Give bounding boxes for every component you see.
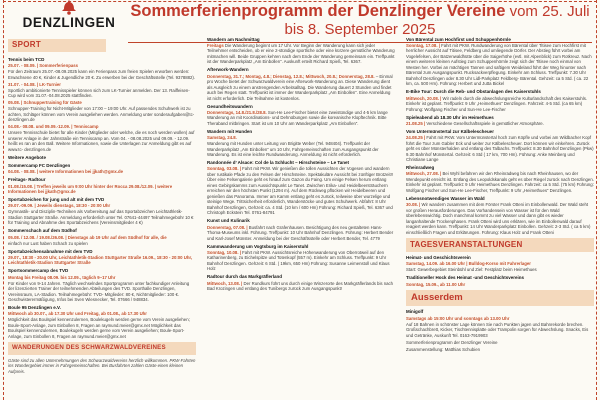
logo-wordmark: DENZLINGEN [22,15,116,30]
entry-heading: Minigolf [406,309,424,315]
page-header [10,0,592,38]
entry-date: Samstag, 14.09. ab 16.00 Uhr | Bulldog-Korso mit Fahrerlager [406,261,531,267]
entry-date: 29.07., 18:30 - 20.00 Uhr, Leichtathletik-Stadion Stuttgarter Straße 16.09., 18:30 - 20:00 Uhr, Leichtathletik-Stadion Stuttgarter Straße [8,254,193,266]
entry-note: Gäste sind zu allen Unternehmungen des Schwarzwaldvereins herzlich willkommen. PKW-Fahrten ins Wandergebiet immer in Fahrgemeinschaften. Bei Busfahrten zahlen Gäste einen kleinen Aufpreis. [8,357,196,374]
entry-date: 05.08. | Schnuppertraining für Gäste [8,100,82,106]
entry-date-lead: Donnerstag, 07.08. | [207,224,248,230]
entry-heading: Kunst und Kulinarik [207,218,250,224]
entry-body: Sonntag, 03.08. | Fahrt mit PKW. Wir genießen die tollen Aussichten der Vogesen und wandern über rustikale Pfade zu den Felsen der Hirschsteine. Spektakuläre Aussicht bei zünftiger Brotzeit!! Über eine Felsengalerie geht es hinauf zum Gazon du Faing. Um einige Felsen herum entlang eines Gebirgskamms zum Aussichtspunkt Le Tanet. Zwischen Erika- und Heidelbeersträuchern erreichen wir den höchsten Punkt (1294 m). Auf dem Rückweg pflücken wir Heidelbeeren und genießen das Panorama. Immer am Kamm entlang geht es zurück, teilweise über wurzelige und steinige Wege. Trittsicherheit erforderlich, Wanderstöcke und gutes Schuhwerk. Abfahrt: 8 Uhr Bahnhof Denzlingen, Gehzeit: ca. 4 Std. (10 km / 600 Hm) Führung: Richard Spieß, Tel. 6367 und Christoph Eckstein Tel. 0761-84791 [207,166,394,216]
entry-date: 04.08. - 08.08. | weitere Informationen bei jjkath@gmx.de [8,169,124,175]
entry-body: Gymnastik- und Disziplin-Techniken als Vorbereitung auf das Sportabzeichen Leichtathletik-Stadion Stuttgarter Straße. Anmeldung erforderlich unter Tel. 07641-44497 Teilnahmegebühr 10 € für Training und Abnahme des Sportabzeichens (Vereinsmitglieder 4 €) [8,209,194,226]
section-tagesveranstaltungen: TAGESVERANSTALTUNGEN [406,238,594,252]
entry-date: 29.07.-09.09. | Jeweils dienstags, 18:30 - 20:00 Uhr [8,203,111,209]
entry-heading: Von Bärental zum Hochfirst und Schuppenhörnle [406,36,511,42]
page-title: Sommerferienprogramm der Denzlinger Vereine [130,2,506,20]
entry-body: Wanderung mit Hunden unter Leitung von Brigitte Weber (Tel. 948404). Treffpunkt der Wanderparkplatz „Am Einbollen“ um 10 Uhr, Fahrgemeinschaften zum Ausgangspunkt der Wanderung. Es ist eine leichte Rundwanderung. Anmeldung ist nicht erforderlich. [207,141,379,157]
entry-date-lead: Mittwoch, 27.08. | [406,171,442,177]
entry-date-lead: Donnerstags, 14.8./21.8./28.8. [207,109,267,115]
entry-date-lead: Mittwoch, 13.08. | [207,280,243,286]
entry-date-lead: 21.08.25 | [406,120,426,126]
entry-body: Zusammenstellung: Matthias Schubien [406,346,481,352]
entry-date: Montag bis Freitag 08.09. bis 12.09., täglich 9–17 Uhr [8,274,116,280]
entry-body: 21.08.25 | Verschiedene Gesellschaftsspiele in gemütlicher Atmosphäre. [406,120,544,126]
entry-body: Schnupper-Training für Nicht-Mitglieder von 17:00 – 19:00 Uhr. Auf passendes Schuhwerk ist zu achten, Schläger können vom Verein ausgeliehen werden. Anmeldung unter sonderaufgaben@tc-denzlingen.de [8,106,195,123]
entry-heading: Kammwanderung um Vogtsburg im Kaiserstuhl [207,243,309,249]
entry-heading: Vom Untermünstertal zur Kälbelescheuer [406,128,494,134]
entry-date-lead: Sonntag, 03.08. | [207,166,241,172]
entry-heading: Rheinradweg [406,165,435,170]
entry-heading: Sportabzeichen für jung und alt mit dem TVD [8,197,105,203]
entry-body: Unsere Tennisschule bietet für alle Kinder (Mitglieder oder welche, die es noch werden wollen) auf unserer Anlage in der Jahnstraße ein Tenniscamp an. Vom 04. - 08.08.2025 und 09.09. - 12.09. heißt es ran an den Ball. Weitere Informationen, sowie die Unterlagen zur Anmeldung gibt es auf www.tc- denzlingen.de [8,130,195,152]
entry-body: Sommerferienprogramm der Denzlinger Vereine [406,339,498,345]
cut-mark-left [3,0,4,400]
entry-date: 01.08./15.08. | Treffen jeweils um 9:00 Uhr hinter der Rocca 29.08./12.09. | weitere Informationen bei jjkath@gmx.de [8,183,173,195]
entry-date: Sonntag, 15.09., ab 11.00 Uhr [406,281,466,287]
denzlingen-logo [14,0,124,30]
section-ausserdem: Ausserdem [406,290,594,306]
entry-date-lead: Freitags [207,42,224,48]
column-middle [207,34,395,398]
entry-date: 31.07. - 04.08. | LK-Turnier [8,81,61,87]
entry-heading: Sportabzeichensabnahme mit dem TVD [8,248,93,254]
entry-heading: Radtour durch das Markgräflerland [207,274,283,280]
entry-heading: Sportsommercamp des TVD [8,268,69,274]
entry-body: Sonntag, 10.08. | Fahrt mit PKW. Aussichtsreiche Höhenwanderung von Oberrotweil auf den Katharinenberg, zu Eichelspitze und Totenkopf (557 m). Einkehr am Schluss. Treffpunkt: 9 Uhr Bahnhof Denzlingen. Gehzeit: 6 Std. ( 19km, 650 Hm) Führung: Susanne Leimenstoll und Klaus Holz [207,249,390,272]
entry-date-lead: Mittwoch, 20.08. | [406,95,442,101]
entry-body: Freitags Die Wanderung beginnt um 17 Uhr. Vor Beginn der Wanderung kann sich jeder Teilnehmer entscheiden, ob er eine 2-stündige sportliche oder eine kürzere gemütliche Wanderung mitmachen will. Beide Gruppen kehren nach dem Ende der Wanderung gemeinsam ein. Treffpunkt ist der Wanderparkplatz „Am Einbollen“. Auskunft erteilt Richard Spieß, Tel. 6367. [207,42,395,65]
entry-date: Samstags ab 15:00 Uhr und sonntags ab 13.00 Uhr [406,315,510,321]
entry-heading: Boule 95 Denzlingen e.V. [8,305,61,311]
entry-heading: Lebensnotwendiges Wasser im Wald [406,195,485,201]
entry-heading: Sommerschach auf dem Südhof [8,228,77,234]
entry-body: Für Kinder von 9-14 Jahren. Täglich wechselndes Sportprogramm unter fachkundiger Anleitung der lizenzierten Trainer der teilnehmenden Abteilungen des TVD. Sporthalle Denzlingen, Vereinsraum, LA-Stadion. Teilnahmegebühr: TVD- Mitglieder: 80 €, Nichtmitglieder: 100 €. Geschwisterermäßigung, Infos bei Sven Wiesnecker, Tel. 07666 / 948834. [8,280,190,303]
entry-body: Sonntag, 17.08. | Fahrt mit PKW. Rundwanderung von Bärental über Titisee zum Hochfirst mit herrlicher Aussicht auf Titisee, Feldberg und umliegende Dörfer. Der Abstieg führt vorbei am Vogelefelsen, der Batzenwaldhütte über die Saigerhöhe (evtl. mit Alpenblick) zum Rotkreuz. Nach einem weiteren kleinen Aufstieg zum Schuppenhörnle zeigt sich der Titisee noch einmal von Westen her. Vorbei an mächtigen Tannen und saftigem Weideland führt der Weg hinunter nach Bärental zum Ausgangspunkt. Rucksackverpflegung. Einkehr am Schluss. Treffpunkt: 7.30 Uhr Bahnhof Denzlingen oder 8.30 Uhr Lidl-Parkplatz Feldberg- Bärental. Gehzeit: ca 5 Std. ( ca. 22 km, ca. 500 Hm). Führung: Herbert und Jutta Bickel [406,42,592,87]
entry-heading: Freitags- Radtour [8,177,46,183]
entry-body: Start: Gewerbegebiet Steinbühl und Ziel: Festplatz beim Heimethues [406,267,537,273]
entry-heading: Randonnée d’ Alsace: Col de la Schlucht – Hirschsteine – Le Tanet [207,160,350,165]
entry-body: Auf 18 Bahnen in schönster Lage können Sie nach Punkten jagen und Bahnrekorde brechen. Großschachbrett, Kicker, Tischtennisplatte oder Trampolin sorgen für Abwechslung. Snacks, Eis und Getränke, Auskunft Tel. 0163-7919903 [406,321,589,338]
entry-date-lead: Sonntag, 17.08. | [406,42,440,48]
entry-heading: Traditioneller Hock des Heimat -und Geschichtsvereins [406,275,525,281]
entry-heading: Afterwork-Wandern [207,67,249,73]
entry-body: Mittwoch, 27.08. | Bei Wyhl befahren wir den Rheinradweg bis nach Rheinhausen, wo der Wendepunkt erreicht ist. Entlang des Leopoldskanals geht es über Riegel zurück nach Denzlingen. Einkehr ist geplant. Treffpunkt: 9 Uhr Heimethues Denzlingen. Fahrzeit: ca 5 Std. (75 km) Führung: Wolfgang Fischer und Sun-He Lee-Fischer, Treffpunkt: 9 Uhr „Heimethues“ Denzlingen. [406,171,594,193]
entry-body: Donnerstag, 31.7.; Montag, 4.8.; Dienstag, 12.8.; Mittwoch, 20.8.; Donnerstag, 28.8. – Einmal pro Woche bietet der Schwarzwaldverein eine Afterwork-Wanderung an. Diese Wanderung dient als Ausgleich zu einem anstrengenden Arbeitsalltag. Die Wanderung dauert 2 Stunden und findet auch bei Regen statt. Treffpunkt ist immer der Wanderparkplatz „Am Einbollen“. Eine Anmeldung ist nicht erforderlich. Die Teilnahme ist kostenlos. [207,73,393,101]
entry-date-lead: Sonntag, 10.08. | [207,249,241,255]
entry-body: Mittwoch, 20.08. | Wir radeln durch die abwechslungsreiche Kulturlandschaft des Kaiserstuhls. Einkehr ist geplant. Treffpunkt: 9 Uhr „Heimethues“ Denzlingen. Fahrzeit: 4-5 Std. (ca 65 km) Führung: Wolfgang Fischer und Sun-He Lee-Fischer [406,95,588,112]
entry-heading: Gesundheitswandern [207,103,253,109]
article-columns [8,34,594,398]
entry-body: Sportlich ambitionierte Tennisspieler können sich zum LK-Turnier anmelden. Der 13. Raiffeisen-Cup wird vom 31.07.-04.08.2025 stattfinden. [8,87,190,99]
entry-date: Mittwoch ab 30.07., ab 17.30 Uhr und Freitag, ab 01.08., ab 17.30 Uhr [8,311,147,317]
entry-heading: Sommercamp FC Denzlingen [8,163,71,169]
entry-date: 04.08.- 08.08. und 09.09.-12.09. | Tenniscamp [8,124,99,130]
entry-body: Donnerstags, 14.8./21.8./28.8. Sun-He Lee-Fischer bietet eine zweistündige und 4-5 km lange Wanderung an mit Koordinations- und Dehnübungen sowie die koreanische Klopftechnik. Bitte Theraband mitbringen. Start ist um 10 Uhr am Wanderparkplatz „Am Einbollen“. [207,109,388,126]
entry-date-lead: 24.08.25 | [406,135,426,140]
page-date-range: vom 25. Juli bis 8. September 2025 [284,3,590,38]
entry-heading: Heimat- und Geschichtsverein [406,255,471,261]
section-sport: SPORT [8,39,106,52]
section-wanderungen: WANDERUNGEN DES SCHWARZWALDVEREINES [8,342,196,354]
column-left [8,34,196,398]
entry-heading: Wandern mit Hunden [207,128,253,134]
entry-heading: Tennis beim TCD [8,57,45,63]
entry-date-lead: Donnerstag, 31.7.; Montag, 4.8.; Dienstag, 12.8.; Mittwoch, 20.8.; Donnerstag, 28.8. [207,73,375,79]
entry-body: 24.08.25 | Fahrt mit PKW. Vom Untermünstertal hoch zum Köpfle und vorbei am Wildbacher Kopf führt die Tour zum Gabler Eck und weiter zur Kälbelescheuer. Dort können wir einkehren. Zurück geht es über Münsterhalden und entlang des Talbachs. Treffpunkt: 8.30 Bahnhof Denzlingen (Pkw) 9.30 Bahnhof Münstertal. Gehzeit: 6 Std ( 17 km, 700 Hm). Führung: Anke Meinberg und Christiane Lange [406,135,594,162]
entry-body: Mittwoch, 13.08. | Der Rundkurs führt uns durch einige Winzerorte des Markgräflerlands bis nach Bad Krozingen und entlang des Tunibergs zurück zum Ausgangspunkt! [207,280,394,291]
entry-date-lead: 30.08. | [406,202,421,207]
entry-heading: Wandern am Nachmittag [207,36,260,42]
entry-body: Für den Zeitraum 25.07.-08.09.2025 kann ein Ferienpass zum freien Spielen erworben werden: Erwachsene 40 €, Kinder & Jugendliche 20 €. Zu erwerben bei der Geschäftsstelle (Tel. 9378882). [8,69,196,80]
entry-body: Donnerstag, 07.08. | Busfahrt nach Grafenhausen. Besichtigung des neu gestalteten Hans-Thoma-Museums inkl. Führung. Treffpunkt: 10 Uhr Bahnhof Denzlingen. Führung: Herbert Bender und Karl-Josef Münster. Anmeldung bei der Geschäftsstelle oder Herbert Bender, Tel. 4779 [207,224,394,241]
entry-body: einfach nur Lust haben Schach zu spielen [8,240,88,246]
entry-heading: Weitere Angebote [8,154,47,160]
cut-mark-right [596,0,597,400]
entry-body: Möglichkeit das Boulspiel kennenzulernen, Boulekugeln werden gerne vom Verein ausgeliehen; Boule-Sport-Anlage, zum Einbollen 8, Fragen an raymund.meier@gmx.net Möglichkeit das Boulspiel kennenzulernen, Boulekugeln werden gerne vom Verein ausgeliehen; Boule-Sport-Anlage, zum Einbollen 8, Fragen an raymund.meier@gmx.net [8,317,190,339]
entry-date: 25.07. - 08.09. | Sommerferienpass [8,63,78,69]
entry-heading: E-Bike Tour: Durch die Reb- und Obstanlagen des Kaiserstuhls [406,89,541,95]
column-right [406,34,594,398]
entry-date: 05.08. / 12.08. / 19.08./26.08. | Dienstags ab 19 Uhr auf dem Südhof für alle, die [8,234,167,240]
entry-date: Samstag, 24.8. [207,135,237,140]
entry-body: 30.08. | Wir wandern zusammen mit dem Förster Frank Otteni im Einbollenwald. Der Wald steht vor großen Herausforderungen. Das Vorhandensein von Wasser ist für den Wald überlebenswichtig. Doch manchmal kommt zu viel Wasser und dann gibt es wieder langanhaltende Trockenphasen. Frank Otteni wird uns erklären, wie im Einbollenwald darauf reagiert werden kann. Treffpunkt: 14 Uhr Wanderparkplatz Einbollen. Gehzeit: 2-3 Std. ( ca 5 km) einschließlich Fragen und Erklärungen. Führung: Klaus Holz und Frank Otteni [406,202,591,235]
bell-icon [61,0,77,15]
entry-heading: Spieleabend ab 18.30 Uhr im Heimethues [406,114,494,120]
